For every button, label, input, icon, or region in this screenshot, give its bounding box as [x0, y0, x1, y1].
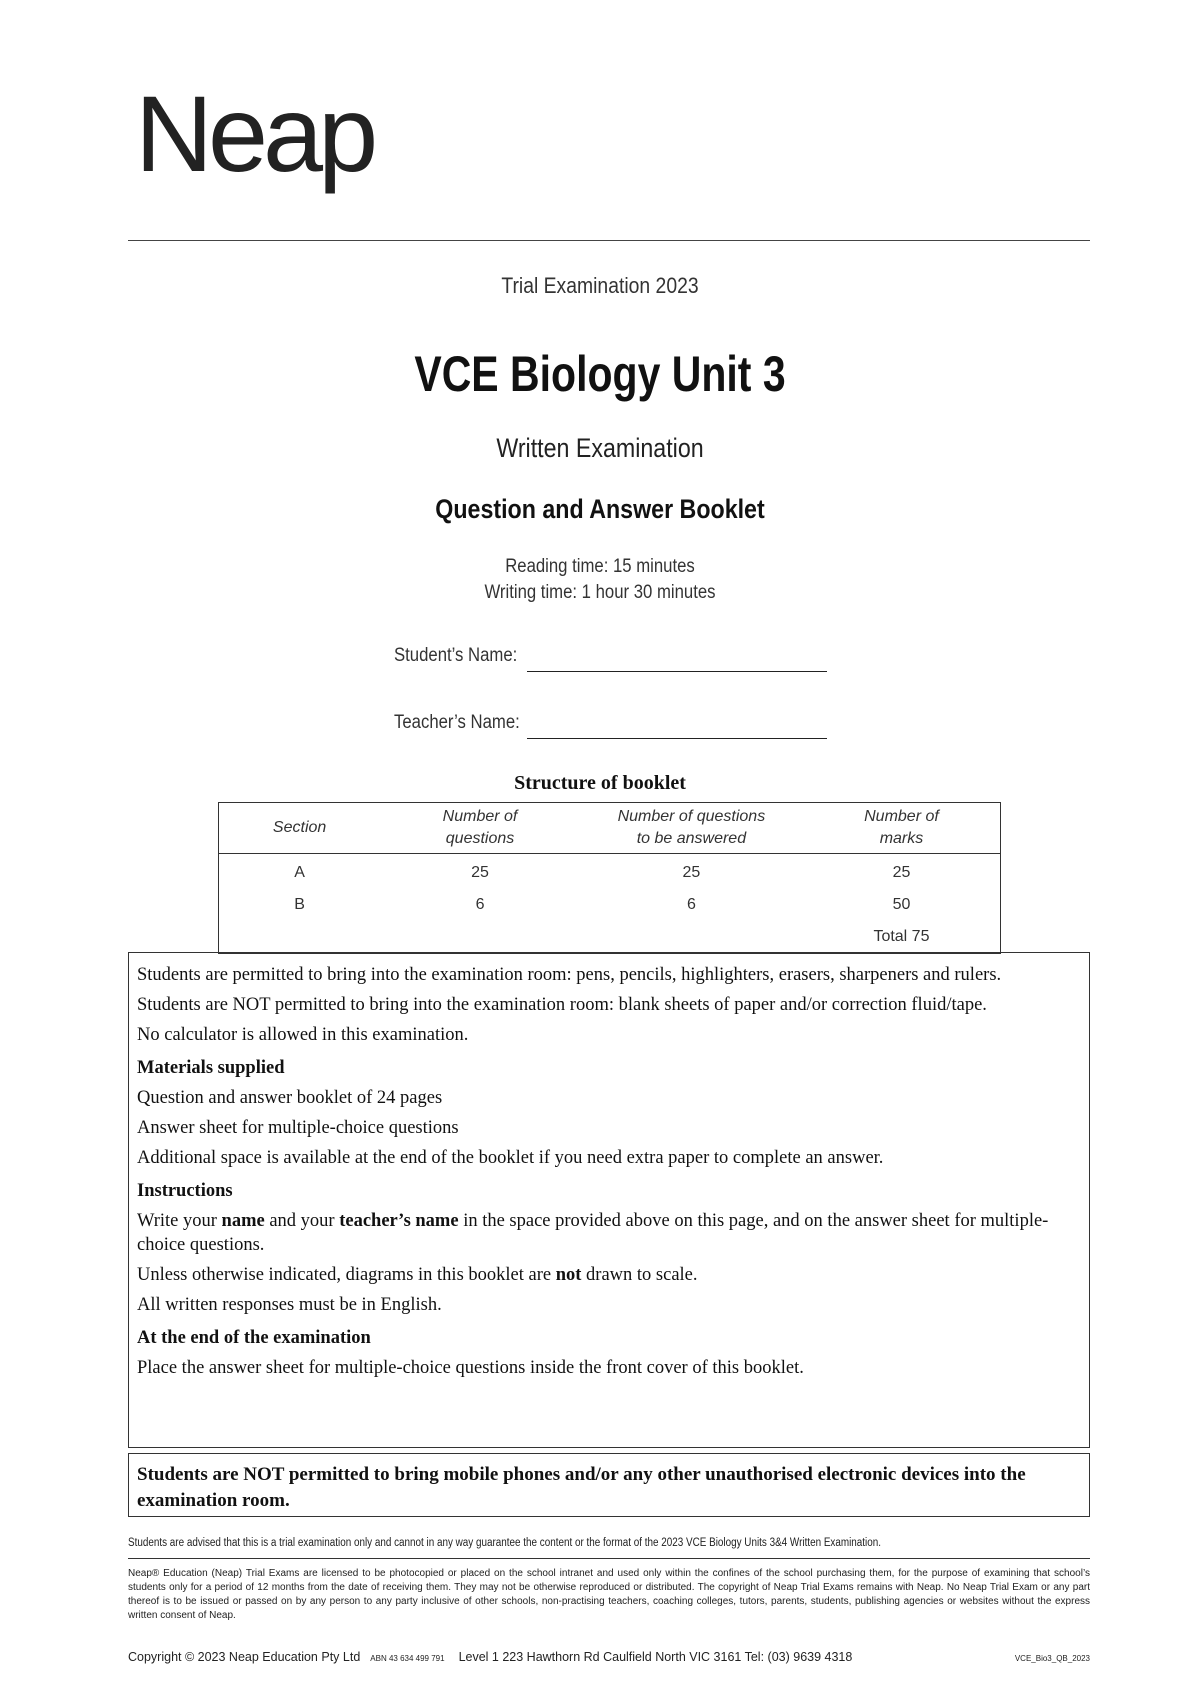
footer: [128, 1650, 1090, 1664]
cell-section: B: [294, 896, 305, 913]
col-header-num-marks: Number of marks: [803, 803, 1001, 854]
not-permitted-items: Students are NOT permitted to bring into the examination room: blank sheets of paper and/or correction fluid/tape.: [137, 995, 987, 1015]
cell-questions: 6: [475, 896, 485, 913]
instructions-heading: Instructions: [137, 1181, 233, 1201]
trial-label: Trial Examination 2023: [501, 273, 699, 298]
end-instruction: Place the answer sheet for multiple-choice questions inside the front cover of this booklet.: [137, 1358, 804, 1378]
legal-notice: Neap® Education (Neap) Trial Exams are licensed to be photocopied or placed on the school intranet and used only within the confines of the school purchasing them, for the purpose of examining that school’s students only for a period of 12 months from the date of receiving them. They may not be otherwise reproduced or distributed. The copyright of Neap Trial Exams remains with Neap. No Neap Trial Exam or any part thereof is to be issued or passed on by any person to any party inclusive of other schools, non-practising teachers, coaching colleges, tutors, parents, students, publishing agencies or websites without the express written consent of Neap.: [128, 1568, 1090, 1621]
page-subtitle: Written Examination: [496, 433, 704, 463]
cell-section: A: [294, 864, 305, 881]
page-title: VCE Biology Unit 3: [414, 346, 786, 402]
abn: ABN 43 634 499 791: [370, 1654, 445, 1663]
table-row: [219, 889, 1001, 921]
teacher-name-label: Teacher’s Name:: [394, 712, 520, 733]
table-row: [219, 854, 1001, 890]
total-marks: Total 75: [873, 928, 930, 945]
materials-item: Answer sheet for multiple-choice questions: [137, 1118, 459, 1138]
student-name-field[interactable]: [527, 671, 827, 672]
instruction-item: All written responses must be in English.: [137, 1295, 442, 1315]
calculator-note: No calculator is allowed in this examination.: [137, 1025, 469, 1045]
footer-divider: [128, 1558, 1090, 1559]
student-name-label: Student’s Name:: [394, 645, 518, 666]
structure-table: [218, 802, 1001, 954]
structure-heading: Structure of booklet: [514, 772, 686, 794]
copyright: Copyright © 2023 Neap Education Pty Ltd: [128, 1650, 361, 1664]
table-row-total: [219, 921, 1001, 954]
end-heading: At the end of the examination: [137, 1328, 371, 1348]
cell-answered: 25: [682, 864, 701, 881]
cell-marks: 25: [892, 864, 911, 881]
permitted-items: Students are permitted to bring into the examination room: pens, pencils, highlighters, erasers, sharpeners and rulers.: [137, 965, 1002, 985]
col-header-section: Section: [219, 803, 381, 854]
address: Level 1 223 Hawthorn Rd Caulfield North VIC 3161 Tel: (03) 9639 4318: [458, 1650, 853, 1664]
teacher-name-field[interactable]: [527, 738, 827, 739]
neap-logo: Neap: [135, 73, 374, 194]
col-header-num-to-answer: Number of questions to be answered: [580, 803, 803, 854]
advisory-note: Students are advised that this is a trial examination only and cannot in any way guarantee the content or the format of the 2023 VCE Biology Units 3&4 Written Examination.: [128, 1537, 881, 1549]
materials-heading: Materials supplied: [137, 1058, 285, 1078]
warning-box: Students are NOT permitted to bring mobile phones and/or any other unauthorised electronic devices into the examination room.: [128, 1453, 1090, 1517]
header-divider: [128, 240, 1090, 241]
materials-item: Question and answer booklet of 24 pages: [137, 1088, 443, 1108]
document-code: VCE_Bio3_QB_2023: [1014, 1654, 1090, 1663]
instructions-box: [128, 952, 1090, 1448]
instruction-item: Unless otherwise indicated, diagrams in this booklet are not drawn to scale.: [137, 1265, 698, 1285]
cell-marks: 50: [892, 896, 911, 913]
cell-questions: 25: [471, 864, 489, 881]
materials-item: Additional space is available at the end of the booklet if you need extra paper to complete an answer.: [137, 1148, 884, 1168]
writing-time: Writing time: 1 hour 30 minutes: [484, 582, 716, 603]
col-header-num-questions: Number of questions: [380, 803, 580, 854]
booklet-label: Question and Answer Booklet: [435, 494, 765, 524]
reading-time: Reading time: 15 minutes: [505, 556, 695, 577]
cell-answered: 6: [686, 896, 696, 913]
instruction-item: Write your name and your teacher’s name in the space provided above on this page, and on the answer sheet for multiple-choice questions.: [137, 1211, 1049, 1255]
